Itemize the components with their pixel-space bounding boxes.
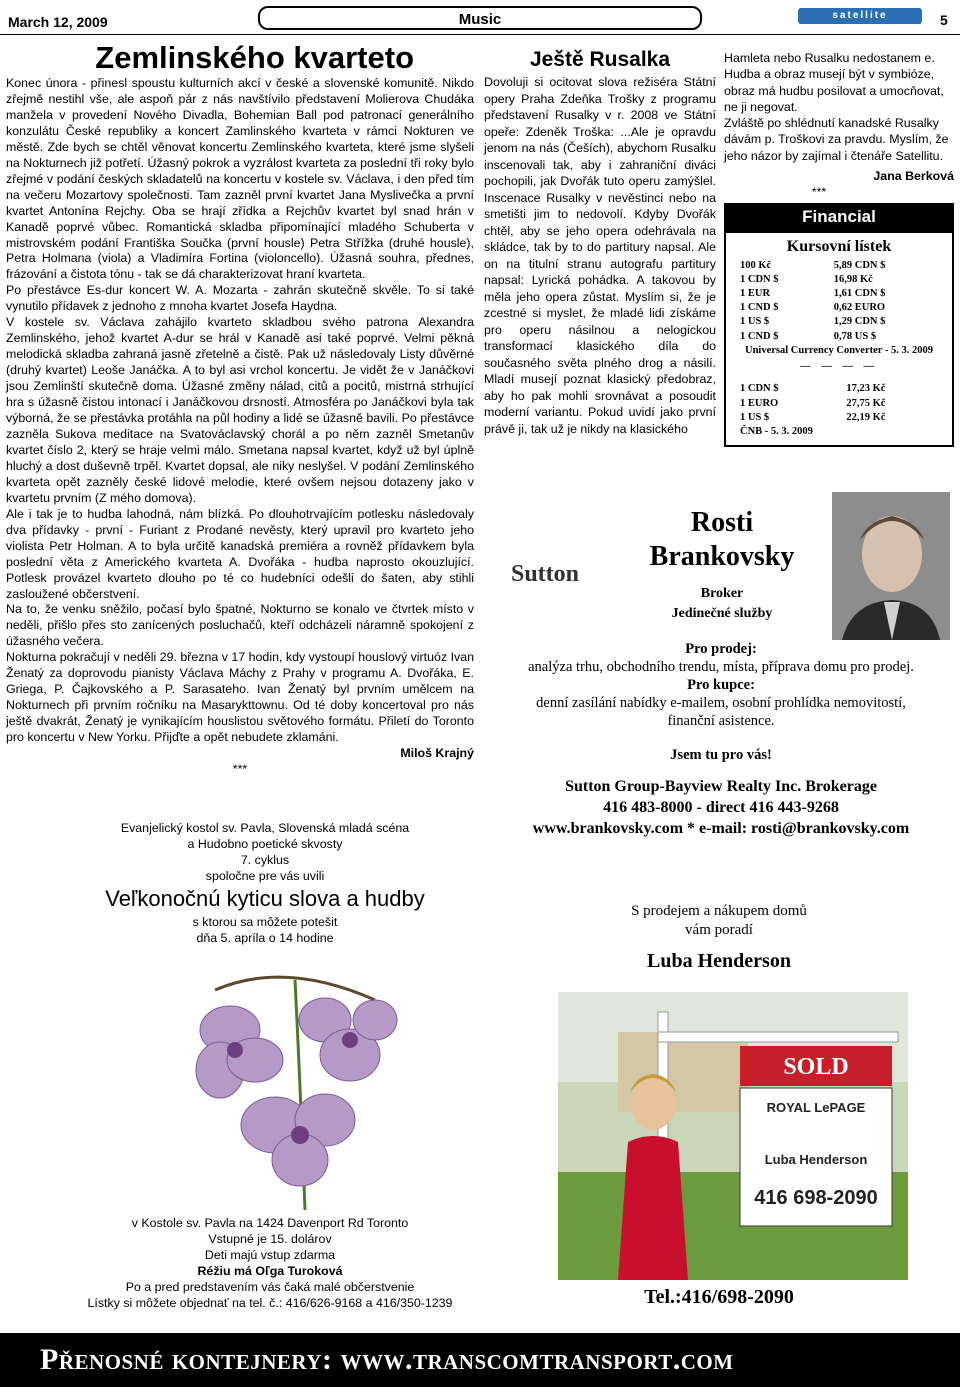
buy-text: denní zasílání nabídky e-mailem, osobní prohlídka nemovitostí, finanční asistence. bbox=[536, 695, 906, 729]
ad2-phone: Tel.:416/698-2090 bbox=[644, 1286, 794, 1308]
table-row: 1 US $ 1,29 CDN $ bbox=[740, 316, 886, 328]
right-column bbox=[724, 50, 954, 447]
rates-table-2 bbox=[732, 382, 946, 425]
article-rusalka bbox=[484, 48, 716, 437]
buy-label: Pro kupce: bbox=[687, 677, 755, 693]
table-row: 100 Kč 5,89 CDN $ bbox=[740, 259, 886, 271]
agent-photo bbox=[832, 492, 950, 640]
concert-line: Po a pred predstavením vás čaká malé občerstvenie bbox=[125, 1280, 415, 1294]
svg-text:Luba Henderson: Luba Henderson bbox=[764, 1152, 868, 1167]
concert-line: Lístky si môžete objednať na tel. č.: 416/626-9168 a 416/350-1239 bbox=[87, 1296, 453, 1310]
article-paragraph: Ale i tak je to hudba lahodná, nám blízká. Po dlouhotrvajícím potlesku následovaly dva přídavky - první - Furiant z Prodané nevěsty, který upravil pro kvarteto jeho violista Petr Holman. A to byla určitě kanadská premiéra a rovněž přídavkem byla poslední věta z Amerického kvarteta A. Dvořáka - hudba naprosto okouzlující. Potlesk provázel kvarteto dlouho po té co hudebníci odešli do šaten, aby stihli zasloužené občerstvení. bbox=[6, 506, 474, 601]
ad2-line: S prodejem a nákupem domů bbox=[631, 903, 807, 919]
satellite-logo: satellite bbox=[798, 8, 922, 24]
svg-text:ROYAL LePAGE: ROYAL LePAGE bbox=[766, 1100, 866, 1115]
section-title: Music bbox=[258, 6, 702, 30]
agent-title: Broker bbox=[700, 586, 744, 601]
article-title: Ještě Rusalka bbox=[529, 48, 671, 71]
concert-line: Evanjelický kostol sv. Pavla, Slovenská mladá scéna bbox=[120, 821, 410, 835]
article-title: Zemlinského kvarteto bbox=[95, 40, 414, 75]
article-paragraph: Po přestávce Es-dur koncert W. A. Mozarta - zahrán skutečně skvěle. To si také vynutilo přídavek z jednoho z mnoha kvartet Josefa Haydna. bbox=[6, 283, 474, 314]
svg-text:416 698-2090: 416 698-2090 bbox=[754, 1187, 878, 1209]
financial-header: Financial bbox=[724, 203, 954, 231]
ad2-agent-name: Luba Henderson bbox=[647, 950, 791, 972]
agent-name: Rosti Brankovsky bbox=[649, 507, 795, 572]
article-paragraph: V kostele sv. Václava zahájilo kvarteto skladbou svého patrona Alexandra Zemlinského, jehož kvartet A-dur se hrál v Kanadě asi také poprvé. Velmi pěkná melodická skladba zahraná jasně zřetelně a čistě. Pak už následovaly Listy důvěrné (druhý kvartet) Leoše Janáčka. A to byl asi vrchol koncertu. Je vidět že v Janáčkovi jsou Zemlinští skutečně doma. Úžasné změny nálad, citů a pocitů, mistrná strhující hra s úžasně čistou intonací i Janáčkovou drsností. Atmosféra po Janáčkovi byla tak výborná, že se přestávka protáhla na půl hodiny a lidé se úžasně bavili. Po přestávce zazněla Sukova meditace na Svatováclavský chorál a po něm zazněl Smetanův kvartet číslo 2, který se hraje velmi málo. Smetana napsal kvartet, když už byl úplně hluchý a dost duševně trpěl. Kvartet dopsal, ale niky neslyšel. V podání Zemlinského kvarteta opět zazněly české lidové melodie, které ovšem nejsou dotazeny jako v kvartetu prvním (Z mého domova). bbox=[6, 315, 474, 505]
separator-stars: *** bbox=[232, 761, 248, 776]
svg-text:SOLD: SOLD bbox=[783, 1054, 849, 1080]
orchid-image bbox=[175, 960, 425, 1210]
article-paragraph: Zvláště po shlédnutí kanadské Rusalky dávám p. Troškovi za pravdu. Myslím, že jeho názor by zajímal i čtenáře Satellitu. bbox=[724, 116, 949, 163]
concert-details bbox=[40, 1215, 500, 1311]
article-paragraph: Dovoluji si ocitovat slova režiséra Státní opery Praha Zdeňka Trošky z programu představení Rusalky v r. 2008 ve Státní opeře: Zdeněk Troška: ...Ale je opravdu jenom na nás (Češích), abychom Rusalku inscenovali tak, aby i zahraniční diváci pochopili, jak Dvořák tuto operu zamýšlel. Inscenace Rusalky v nevěstinci nebo na smetišti jim to nedovolí. Kdyby Dvořák chtěl, aby se jeho opera odehrávala na skládce, tak by to do partitury napsal. Ale on na titulní stranu autografu partitury napsal: Lyrická pohádka. A takovou by měla jeho opera zůstat. Myslím si, že je zcestné si myslet, že mladé lidi získáme pro operu násilnou a nelogickou transformací klasického díla do současného světa plného drog a násilí. Mladí musejí poznat klasický předobraz, aby ho pak mohli srovnávat a posoudit moderní variantu. Pokud uvidí jako první právě ji, tak už je nikdy na klasického bbox=[484, 75, 716, 436]
exchange-rates-box bbox=[724, 231, 954, 447]
article-paragraph: Konec února - přinesl spoustu kulturních akcí v české a slovenské komunitě. Nikdo zřejmě nestihl vše, ale aspoň pár z nás navštívilo představení Molierova Chudáka manžela v provedení Nového Divadla, Bohemian Ball pod patronací generálního konzulátu České republiky a koncert Zamlinského kvarteta v rámci Nokturen ve městě. Zde bych se chtěl věnovat koncertu Zemlinského kvarteta, které jsme slyšeli na Nokturnech již potřetí. Úžasný pokrok a vyzrálost kvarteta za poslední tři roky bylo zřejmé v podání českých skladatelů na koncertu v kostele sv. Václava, i den před tím na večeru Mozartovy společnosti. Tam zazněl první kvartet Jana Myslivečka a první kvartet Antonína Rejchy. Oba se hrají zřídka a Rejchův kvartet byl snad hrán v Kanadě poprvé vůbec. Romantická skladba připomínající mladého Schuberta v mistrovském podání Františka Součka (první housle) Petra Střížka (druhé housle), Petra Holmana (viola) a Vladimíra Fortina (violoncello). Úžasná souhra, přednes, frázování a čistota tónu - tak se dá charakterizovat hraní kvarteta. bbox=[6, 76, 474, 282]
ad-contact bbox=[486, 776, 956, 839]
ad2-line: vám poradí bbox=[685, 922, 753, 938]
agent-role bbox=[622, 584, 822, 624]
sutton-logo bbox=[498, 546, 592, 598]
table-row: 1 CND $ 0,78 US $ bbox=[740, 330, 877, 342]
article-paragraph: Nokturna pokračují v neděli 29. března v 17 hodin, kdy vystoupí houslový virtuóz Ivan Ženatý za doprovodu pianisty Václava Máchy z Prahy v programu A. Dvořáka, E. Griega, P. Čajkovského a P. Sarasateho. Ivan Ženatý byl prvním umělcem na Nokturnech při prvním ročníku na Masarykttownu. Od té doby koncertoval pro nás ještě dvakrát, Ženatý je vynikajícím houslistou světového formátu. Přiletí do Toronto pro koncertu v New Yorku. Přijďte a opět nebudete zklamáni. bbox=[6, 650, 474, 745]
header-rule bbox=[0, 34, 960, 35]
bottom-banner[interactable]: Přenosné kontejnery: www.transcomtransport.com bbox=[0, 1333, 960, 1387]
phone-numbers: 416 483-8000 - direct 416 443-9268 bbox=[603, 799, 839, 816]
article-zemlinsky bbox=[6, 40, 474, 778]
concert-line: spoločne pre vás uvili bbox=[205, 869, 325, 883]
separator-stars: *** bbox=[811, 185, 827, 200]
concert-line: s ktorou sa môžete potešit bbox=[192, 915, 338, 929]
concert-line: v Kostole sv. Pavla na 1424 Davenport Rd Toronto bbox=[131, 1216, 409, 1230]
table-row: 1 EUR 1,61 CDN $ bbox=[740, 288, 886, 300]
article-author: Miloš Krajný bbox=[400, 746, 474, 761]
article-paragraph: Na to, že venku sněžilo, počasí bylo špatné, Nokturno se konalo ve čtvrtek místo v neděli, přišlo přes sto zanícených posluchačů, kteří odcházeli náramně spokojení z úžasného večera. bbox=[6, 602, 474, 649]
page-number: 5 bbox=[940, 12, 948, 28]
concert-line: Vstupné je 15. dolárov bbox=[208, 1232, 332, 1246]
concert-notice bbox=[60, 820, 470, 946]
web-email[interactable]: www.brankovsky.com * e-mail: rosti@brankovsky.com bbox=[532, 820, 910, 837]
concert-line: a Hudobno poetické skvosty bbox=[187, 837, 343, 851]
table-row: 1 US $ 22,19 Kč bbox=[740, 411, 886, 423]
table-row: 1 EURO 27,75 Kč bbox=[740, 397, 886, 409]
agent-sign-photo bbox=[558, 992, 908, 1280]
article-paragraph: Hamleta nebo Rusalku nedostanem e. Hudba a obraz musejí být v symbióze, obraz má hudbu posilovat a umocňovat, ne ji negovat. bbox=[724, 51, 944, 114]
table-row: 1 CDN $ 16,98 Kč bbox=[740, 273, 873, 285]
rates-source: ČNB - 5. 3. 2009 bbox=[740, 425, 813, 437]
table-row: 1 CND $ 0,62 EURO bbox=[740, 302, 886, 314]
ad-services bbox=[486, 640, 956, 764]
concert-line: Deti majú vstup zdarma bbox=[204, 1248, 336, 1262]
concert-director: Réžiu má Oľga Turoková bbox=[197, 1264, 343, 1278]
ad-cta: Jsem tu pro vás! bbox=[670, 747, 772, 763]
concert-line: 7. cyklus bbox=[240, 853, 290, 867]
rates-title: Kursovní lístek bbox=[786, 237, 892, 255]
article-author: Jana Berková bbox=[873, 169, 954, 184]
svg-text:Sutton: Sutton bbox=[510, 561, 580, 587]
sell-text: analýza trhu, obchodního trendu, místa, příprava domu pro prodej. bbox=[528, 659, 914, 675]
agent-tagline: Jedinečné služby bbox=[671, 606, 773, 621]
rates-table-1 bbox=[732, 259, 946, 344]
company-name: Sutton Group-Bayview Realty Inc. Brokerage bbox=[565, 778, 877, 795]
rates-source: Universal Currency Converter - 5. 3. 2009 bbox=[745, 344, 933, 356]
concert-line: dňa 5. apríla o 14 hodine bbox=[196, 931, 334, 945]
issue-date: March 12, 2009 bbox=[8, 14, 108, 30]
rates-separator: — — — — bbox=[800, 361, 878, 373]
table-row: 1 CDN $ 17,23 Kč bbox=[740, 383, 886, 395]
sell-label: Pro prodej: bbox=[685, 641, 757, 657]
concert-headline: Veľkonočnú kyticu slova a hudby bbox=[105, 886, 425, 911]
ad2-intro bbox=[584, 902, 854, 940]
